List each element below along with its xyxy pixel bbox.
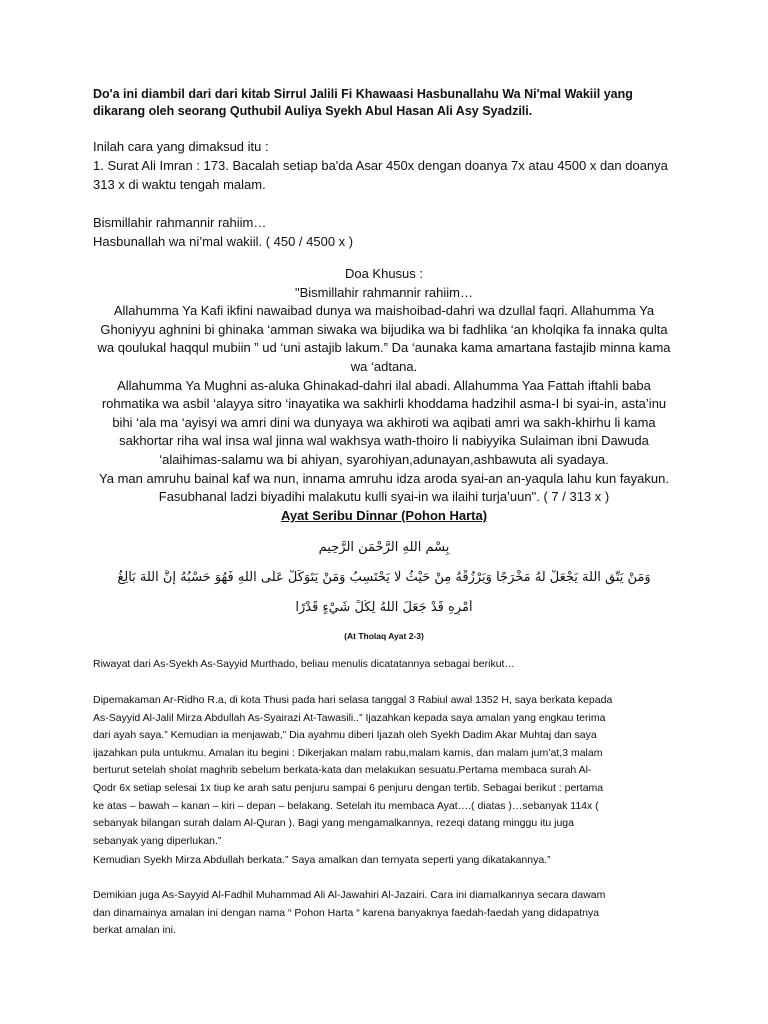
intro-line: 1. Surat Ali Imran : 173. Bacalah setiap ba'da Asar 450x dengan doanya 7x atau 4500 x dan doanya (93, 158, 668, 173)
doa-line: Ghoniyyu aghnini bi ghinaka ‘amman siwaka wa bijudika wa bi fadhlika ‘an kholqika fa innaka qulta (100, 321, 668, 337)
bismillah-line: Bismillahir rahmannir rahiim… (93, 215, 267, 230)
doa-line: Allahumma Ya Kafi ikfini nawaibad dunya wa maishoibad-dahri wa dzullal faqri. Allahumma Ya (113, 303, 655, 319)
arabic-line: بِسْمِ اللَّهِ الرَّحْمَنِ الرَّحِيمِ (318, 540, 450, 555)
intro-line: Inilah cara yang dimaksud itu : (93, 139, 269, 154)
arabic-line: أَمْرِهِ قَدْ جَعَلَ اللَّهُ لِكُلِّ شَيْءٍ قَدْرًا (295, 600, 473, 615)
title-line: dikarang oleh seorang Quthubil Auliya Syekh Abul Hasan Ali Asy Syadzili. (93, 104, 533, 118)
bismillah-line: Hasbunallah wa ni’mal wakiil. ( 450 / 4500 x ) (93, 234, 354, 249)
doa-line: sakhortar riha wal insa wal jinna wal wakhsya wath-thoiro li nabiyyika Sulaiman ibni Dawuda (119, 433, 649, 449)
jawahiri-line: dan dinamainya amalan ini dengan nama “ Pohon Harta “ karena banyaknya faedah-faedah yang didapatnya (93, 906, 600, 919)
paragraph-mirza: Kemudian Syekh Mirza Abdullah berkata.” Saya amalkan dan ternyata seperti yang dikatakannya.” (93, 854, 551, 866)
arabic-line: وَمَنْ يَتَّقِ اللَّهَ يَجْعَلْ لَهُ مَخْرَجًا وَيَرْزُقْهُ مِنْ حَيْثُ لَا يَحْتَسِبُ وَمَنْ يَتَوَكَّلْ عَلَى اللَّهِ فَهُوَ حَسْبُهُ إِنَّ اللَّهَ بَالِغُ (117, 570, 651, 585)
document-title (93, 86, 683, 120)
story-line: Qodr 6x setiap selesai 1x tiup ke arah satu penjuru sampai 6 penjuru dengan tertib. Sebagai berikut : pertama (93, 781, 604, 794)
story-line: ke atas – bawah – kanan – kiri – depan – belakang. Setelah itu membaca Ayat….( diatas )…sebanyak 114x ( (93, 799, 599, 812)
intro-section (93, 137, 693, 194)
story-line: dari ayah saya.” Kemudian ia menjawab,” Dia ayahmu diberi Ijazah oleh Syekh Dadim Akar Muhtaj dan saya (93, 729, 597, 742)
paragraph-story (93, 692, 703, 850)
title-line: Do'a ini diambil dari dari kitab Sirrul Jalili Fi Khawaasi Hasbunallahu Wa Ni'mal Wakiil yang (93, 87, 633, 101)
ayat-title: Ayat Seribu Dinnar (Pohon Harta) (280, 508, 488, 523)
ayat-caption: (At Tholaq Ayat 2-3) (344, 631, 424, 641)
doa-line: wa qoulukal haqqul mubiin ” ud ‘uni astajib lakum.” Da ‘aunaka kama amartana fastajib minna kama (97, 340, 671, 356)
jawahiri-line: berkat amalan ini. (93, 924, 176, 937)
doa-line: "Bismillahir rahmannir rahiim… (295, 284, 473, 300)
doa-line: rohmatika wa asbil ‘alayya sitro ‘inayatika wa sakhirli khoddama hadzihil asma-I bi syai-in, asta’inu (101, 396, 667, 412)
doa-line: Doa Khusus : (344, 266, 424, 281)
story-line: sebanyak yang diperlukan.” (93, 834, 222, 847)
doa-line: wa ‘adtana. (350, 358, 418, 374)
doa-line: Fasubhanal ladzi biyadihi malakutu kulli syai-in wa ilaihi turja’uun". ( 7 / 313 x ) (158, 489, 610, 505)
doa-line: bihi ‘ala ma ‘ayisyi wa amri dini wa dunyaya wa akhiroti wa aqibati amri wa sakh-khirhu li kama (112, 414, 656, 430)
doa-line: ‘alaihimas-salamu wa bi ahiyan, syarohiyan,adunayan,ashbawuta ali syadaya. (159, 451, 609, 467)
story-line: Dipemakaman Ar-Ridho R.a, di kota Thusi pada hari selasa tanggal 3 Rabiul awal 1352 H, saya berkata kepada (93, 694, 613, 706)
intro-line: 313 x di waktu tengah malam. (93, 177, 266, 192)
story-line: ijazahkan pula untukmu. Amalan itu begini : Dikerjakan malam rabu,malam kamis, dan malam jum’at,3 malam (93, 746, 603, 759)
story-line: sebanyak bilangan surah dalam Al-Quran ). Bagi yang mengamalkannya, rezeqi datang minggu itu juga (93, 817, 574, 830)
doa-line: Allahumma Ya Mughni as-aluka Ghinakad-dahri ilal abadi. Allahumma Yaa Fattah iftahli baba (117, 377, 651, 393)
paragraph-jawahiri (93, 887, 703, 940)
story-line: As-Sayyid Al-Jalil Mirza Abdullah As-Syairazi At-Tawasili..” Ijazahkan kepada saya amalan yang engkau terima (93, 711, 606, 724)
doa-khusus-section (78, 265, 690, 507)
paragraph-riwayat: Riwayat dari As-Syekh As-Sayyid Murthado, beliau menulis dicatatannya sebagai berikut… (93, 658, 515, 670)
bismillah-section (93, 213, 693, 251)
story-line: berturut setelah sholat maghrib sebelum berkata-kata dan melakukan sesuatu.Pertama membaca surah Al- (93, 764, 592, 777)
doa-line: Ya man amruhu bainal kaf wa nun, innama amruhu idza aroda syai-an an-yaqula lahu kun fayakun. (99, 470, 669, 486)
jawahiri-line: Demikian juga As-Sayyid Al-Fadhil Muhammad Ali Al-Jawahiri Al-Jazairi. Cara ini diamalkannya secara dawam (93, 889, 606, 901)
